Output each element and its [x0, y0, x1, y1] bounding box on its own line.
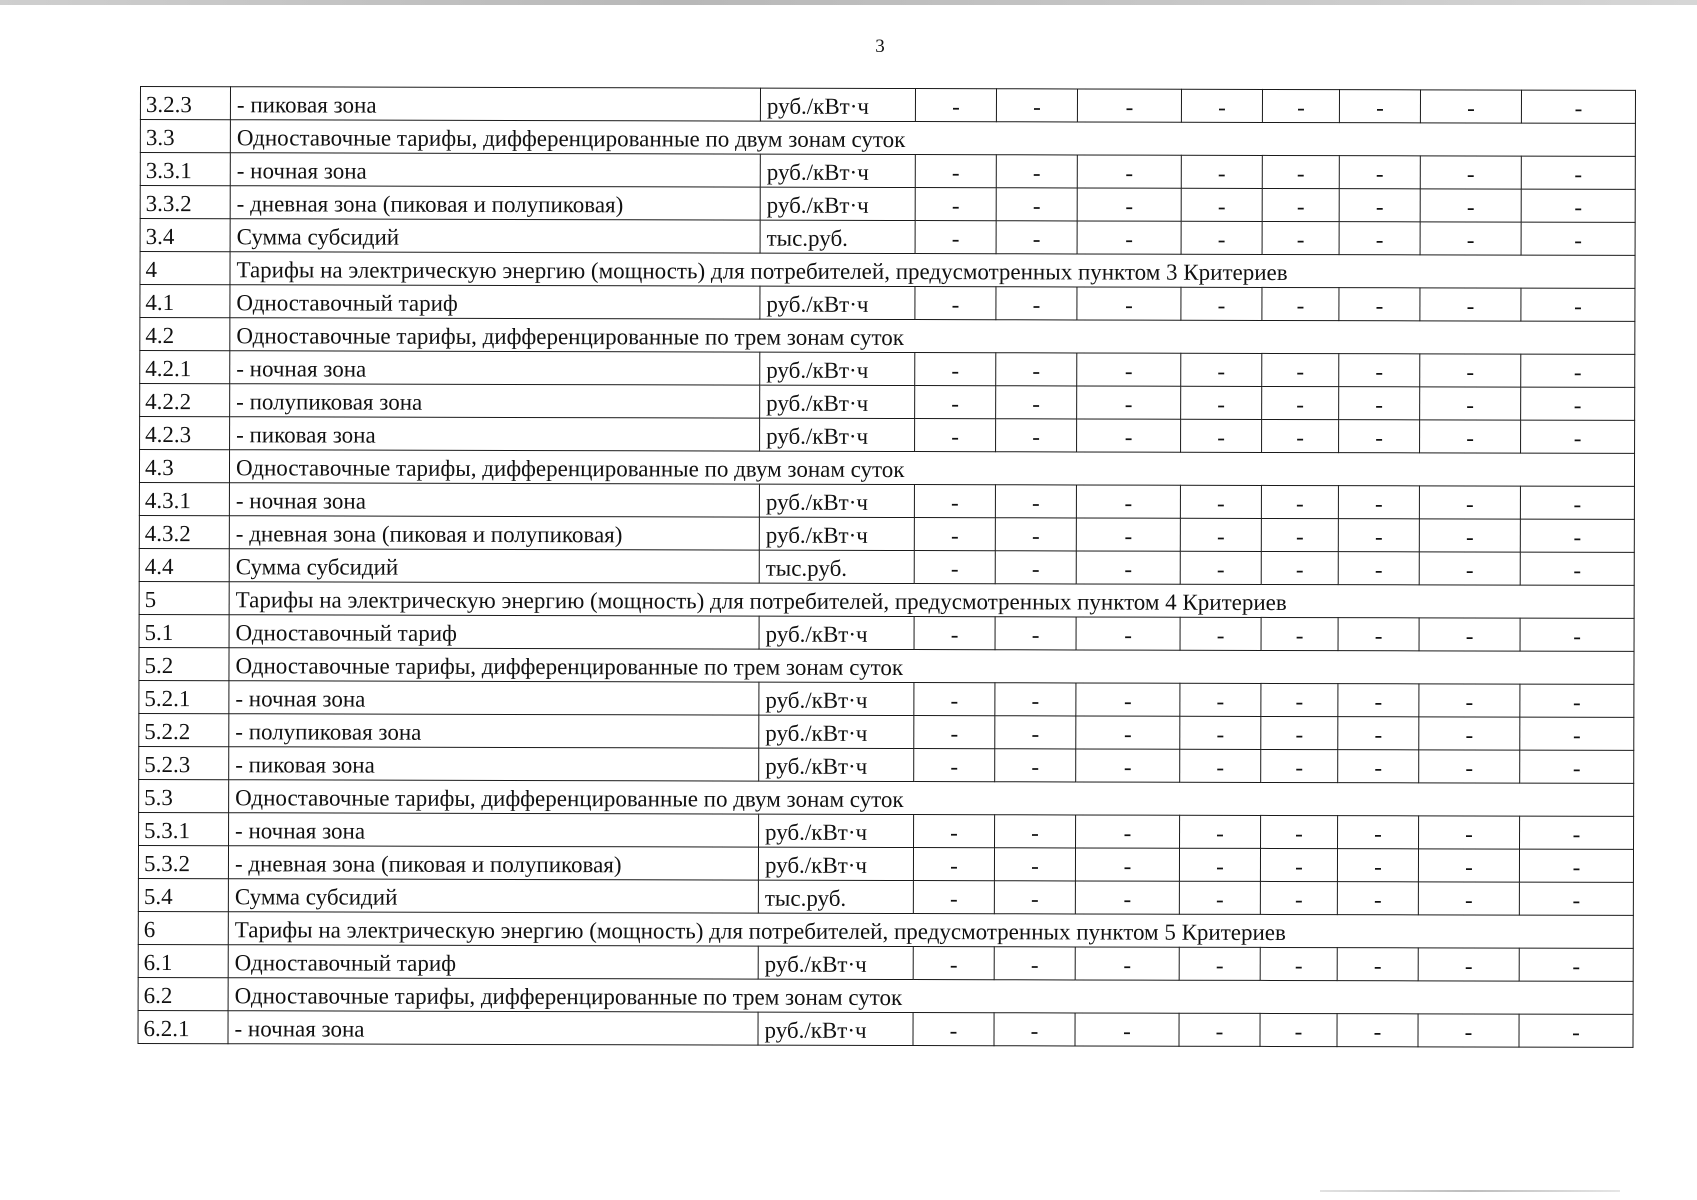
value-cell: - — [1339, 387, 1420, 420]
value-cell: - — [1180, 749, 1261, 782]
value-cell: - — [1260, 1013, 1337, 1046]
value-cell: - — [1180, 716, 1261, 749]
value-cell: - — [995, 815, 1076, 848]
row-unit: тыс.руб. — [759, 550, 914, 583]
row-number: 4.2 — [140, 318, 230, 351]
table-row — [138, 1010, 1633, 1047]
value-cell: - — [1261, 815, 1338, 848]
value-cell: - — [914, 518, 995, 551]
page-number: 3 — [875, 36, 885, 57]
value-cell: - — [1420, 189, 1521, 222]
row-number: 4 — [140, 252, 230, 285]
row-number: 5.2 — [139, 647, 229, 680]
value-cell: - — [1418, 882, 1519, 915]
value-cell: - — [914, 683, 995, 716]
value-cell: - — [1077, 419, 1181, 452]
table-section-row — [140, 252, 1635, 289]
value-cell: - — [914, 815, 995, 848]
row-number: 6.2 — [138, 977, 228, 1010]
value-cell: - — [1261, 551, 1338, 584]
value-cell: - — [995, 683, 1076, 716]
row-label: Одноставочный тариф — [228, 945, 758, 979]
row-number: 5.3.2 — [138, 845, 228, 878]
value-cell: - — [1521, 156, 1635, 189]
value-cell: - — [994, 881, 1075, 914]
value-cell: - — [1521, 420, 1635, 453]
value-cell: - — [1339, 288, 1420, 321]
value-cell: - — [914, 551, 995, 584]
value-cell: - — [1420, 354, 1521, 387]
value-cell: - — [996, 188, 1077, 221]
value-cell: - — [995, 749, 1076, 782]
value-cell: - — [1181, 155, 1262, 188]
value-cell: - — [1180, 518, 1261, 551]
section-heading: Одноставочные тарифы, дифференцированные по двум зонам суток — [229, 450, 1634, 487]
table-section-row — [139, 647, 1634, 684]
table-section-row — [139, 581, 1634, 618]
value-cell: - — [1261, 716, 1338, 749]
row-unit: руб./кВт·ч — [759, 484, 914, 517]
section-heading: Тарифы на электрическую энергию (мощность) для потребителей, предусмотренных пунктом 4 Критериев — [229, 582, 1634, 619]
row-label: - ночная зона — [229, 681, 759, 715]
value-cell: - — [1521, 387, 1635, 420]
row-unit: руб./кВт·ч — [760, 187, 915, 220]
value-cell: - — [1262, 89, 1339, 122]
table-row — [139, 713, 1634, 750]
row-unit: руб./кВт·ч — [758, 847, 913, 880]
value-cell: - — [913, 1013, 994, 1046]
value-cell: - — [1077, 155, 1181, 188]
value-cell: - — [1418, 849, 1519, 882]
row-number: 3.4 — [140, 219, 230, 252]
section-heading: Одноставочные тарифы, дифференцированные по трем зонам суток — [229, 648, 1634, 685]
value-cell: - — [1261, 683, 1338, 716]
table-row — [139, 812, 1634, 849]
value-cell: - — [1419, 618, 1520, 651]
value-cell: - — [1520, 552, 1634, 585]
value-cell: - — [1262, 221, 1339, 254]
value-cell: - — [1077, 188, 1181, 221]
value-cell: - — [1520, 684, 1634, 717]
value-cell: - — [1076, 683, 1180, 716]
value-cell: - — [1180, 815, 1261, 848]
value-cell: - — [1338, 618, 1419, 651]
section-heading: Одноставочные тарифы, дифференцированные по трем зонам суток — [228, 978, 1633, 1015]
row-unit: руб./кВт·ч — [760, 154, 915, 187]
table-row — [140, 186, 1635, 223]
value-cell: - — [1339, 90, 1420, 123]
value-cell: - — [1076, 749, 1180, 782]
tariff-table — [137, 86, 1636, 1048]
value-cell: - — [1338, 750, 1419, 783]
table-row — [138, 878, 1633, 915]
value-cell: - — [1520, 717, 1634, 750]
value-cell: - — [996, 221, 1077, 254]
value-cell: - — [1420, 156, 1521, 189]
row-label: - ночная зона — [229, 813, 759, 847]
value-cell: - — [1179, 848, 1260, 881]
value-cell: - — [1338, 486, 1419, 519]
value-cell: - — [1520, 816, 1634, 849]
value-cell: - — [915, 419, 996, 452]
value-cell: - — [1075, 848, 1179, 881]
value-cell: - — [1521, 90, 1635, 123]
value-cell: - — [1181, 419, 1262, 452]
value-cell: - — [1338, 519, 1419, 552]
value-cell: - — [914, 749, 995, 782]
value-cell: - — [996, 419, 1077, 452]
section-heading: Одноставочные тарифы, дифференцированные по двум зонам суток — [229, 780, 1634, 817]
value-cell: - — [1076, 485, 1180, 518]
tariff-table-body — [138, 87, 1636, 1048]
table-row — [140, 351, 1635, 388]
row-unit: руб./кВт·ч — [759, 715, 914, 748]
table-row — [139, 746, 1634, 783]
table-row — [139, 614, 1634, 651]
row-label: Одноставочный тариф — [230, 285, 760, 319]
value-cell: - — [994, 947, 1075, 980]
value-cell: - — [915, 287, 996, 320]
row-number: 6.2.1 — [138, 1010, 228, 1043]
value-cell: - — [1420, 222, 1521, 255]
row-number: 4.3 — [139, 450, 229, 483]
row-number: 3.3.1 — [140, 153, 230, 186]
row-unit: руб./кВт·ч — [759, 682, 914, 715]
row-number: 5.2.1 — [139, 680, 229, 713]
value-cell: - — [995, 551, 1076, 584]
row-unit: тыс.руб. — [760, 220, 915, 253]
value-cell: - — [1262, 155, 1339, 188]
value-cell: - — [995, 617, 1076, 650]
value-cell: - — [1419, 816, 1520, 849]
row-number: 5.2.2 — [139, 713, 229, 746]
value-cell: - — [995, 485, 1076, 518]
value-cell: - — [1520, 486, 1634, 519]
value-cell: - — [1419, 717, 1520, 750]
row-label: - полупиковая зона — [229, 714, 759, 748]
value-cell: - — [1418, 1014, 1519, 1047]
value-cell: - — [996, 89, 1077, 122]
value-cell: - — [1180, 617, 1261, 650]
value-cell: - — [1077, 89, 1181, 122]
row-number: 4.2.3 — [140, 417, 230, 450]
row-label: - пиковая зона — [230, 417, 760, 451]
row-unit: руб./кВт·ч — [759, 814, 914, 847]
section-heading: Тарифы на электрическую энергию (мощность) для потребителей, предусмотренных пунктом 5 Критериев — [228, 912, 1633, 949]
value-cell: - — [1262, 419, 1339, 452]
row-label: - дневная зона (пиковая и полупиковая) — [230, 186, 760, 220]
tariff-table-container — [137, 86, 1635, 1048]
value-cell: - — [1075, 1013, 1179, 1046]
value-cell: - — [1261, 518, 1338, 551]
value-cell: - — [915, 188, 996, 221]
value-cell: - — [913, 947, 994, 980]
value-cell: - — [995, 518, 1076, 551]
value-cell: - — [915, 353, 996, 386]
value-cell: - — [1180, 683, 1261, 716]
row-unit: руб./кВт·ч — [759, 616, 914, 649]
row-unit: руб./кВт·ч — [758, 1012, 913, 1045]
value-cell: - — [1261, 749, 1338, 782]
value-cell: - — [1419, 750, 1520, 783]
value-cell: - — [1076, 518, 1180, 551]
value-cell: - — [1179, 881, 1260, 914]
table-section-row — [140, 120, 1635, 157]
row-unit: руб./кВт·ч — [760, 418, 915, 451]
row-number: 3.3.2 — [140, 186, 230, 219]
value-cell: - — [1420, 387, 1521, 420]
row-number: 4.4 — [139, 548, 229, 581]
value-cell: - — [1179, 947, 1260, 980]
row-number: 4.2.1 — [140, 351, 230, 384]
value-cell: - — [1261, 485, 1338, 518]
table-row — [140, 153, 1635, 190]
value-cell: - — [1521, 189, 1635, 222]
value-cell: - — [1181, 353, 1262, 386]
value-cell: - — [1181, 386, 1262, 419]
value-cell: - — [1075, 881, 1179, 914]
value-cell: - — [1337, 882, 1418, 915]
row-number: 4.3.1 — [139, 482, 229, 515]
row-number: 6.1 — [138, 944, 228, 977]
table-row — [140, 87, 1635, 124]
value-cell: - — [1262, 386, 1339, 419]
value-cell: - — [1262, 353, 1339, 386]
value-cell: - — [1521, 288, 1635, 321]
value-cell: - — [1338, 552, 1419, 585]
value-cell: - — [913, 848, 994, 881]
value-cell: - — [1076, 815, 1180, 848]
table-row — [140, 285, 1635, 322]
row-number: 3.2.3 — [140, 87, 230, 120]
row-number: 5.4 — [138, 878, 228, 911]
table-row — [139, 548, 1634, 585]
value-cell: - — [1519, 849, 1633, 882]
row-label: - дневная зона (пиковая и полупиковая) — [229, 516, 759, 550]
value-cell: - — [996, 386, 1077, 419]
table-row — [139, 482, 1634, 519]
value-cell: - — [1075, 947, 1179, 980]
table-row — [140, 384, 1635, 421]
value-cell: - — [1076, 617, 1180, 650]
value-cell: - — [915, 221, 996, 254]
table-row — [139, 680, 1634, 717]
value-cell: - — [1519, 882, 1633, 915]
value-cell: - — [915, 386, 996, 419]
value-cell: - — [1181, 287, 1262, 320]
value-cell: - — [1260, 947, 1337, 980]
value-cell: - — [996, 287, 1077, 320]
value-cell: - — [1181, 188, 1262, 221]
value-cell: - — [1420, 420, 1521, 453]
value-cell: - — [1260, 881, 1337, 914]
value-cell: - — [1180, 551, 1261, 584]
value-cell: - — [1260, 848, 1337, 881]
value-cell: - — [1520, 750, 1634, 783]
row-unit: руб./кВт·ч — [760, 88, 915, 121]
row-label: - дневная зона (пиковая и полупиковая) — [228, 846, 758, 880]
row-unit: руб./кВт·ч — [760, 286, 915, 319]
row-number: 5.3.1 — [139, 812, 229, 845]
value-cell: - — [996, 155, 1077, 188]
table-row — [138, 944, 1633, 981]
value-cell: - — [1521, 354, 1635, 387]
value-cell: - — [915, 155, 996, 188]
row-number: 4.2.2 — [140, 384, 230, 417]
value-cell: - — [1262, 188, 1339, 221]
value-cell: - — [1076, 716, 1180, 749]
row-label: - пиковая зона — [230, 87, 760, 121]
value-cell: - — [1418, 948, 1519, 981]
row-number: 3.3 — [140, 120, 230, 153]
row-label: Сумма субсидий — [228, 879, 758, 913]
value-cell: - — [1181, 221, 1262, 254]
value-cell: - — [994, 848, 1075, 881]
value-cell: - — [1337, 1014, 1418, 1047]
row-label: Сумма субсидий — [230, 219, 760, 253]
row-number: 5.2.3 — [139, 746, 229, 779]
value-cell: - — [996, 353, 1077, 386]
row-unit: руб./кВт·ч — [759, 517, 914, 550]
value-cell: - — [1419, 684, 1520, 717]
row-unit: руб./кВт·ч — [760, 385, 915, 418]
value-cell: - — [913, 881, 994, 914]
section-heading: Одноставочные тарифы, дифференцированные по двум зонам суток — [230, 120, 1635, 157]
value-cell: - — [1337, 948, 1418, 981]
value-cell: - — [914, 716, 995, 749]
section-heading: Тарифы на электрическую энергию (мощность) для потребителей, предусмотренных пунктом 3 Критериев — [230, 252, 1635, 289]
value-cell: - — [1521, 222, 1635, 255]
table-row — [140, 219, 1635, 256]
value-cell: - — [1520, 618, 1634, 651]
value-cell: - — [1077, 386, 1181, 419]
value-cell: - — [1339, 420, 1420, 453]
value-cell: - — [995, 716, 1076, 749]
value-cell: - — [1419, 519, 1520, 552]
table-row — [138, 845, 1633, 882]
value-cell: - — [1338, 816, 1419, 849]
value-cell: - — [1419, 486, 1520, 519]
value-cell: - — [915, 89, 996, 122]
row-label: - ночная зона — [230, 351, 760, 385]
table-section-row — [138, 911, 1633, 948]
value-cell: - — [1519, 1014, 1633, 1047]
row-label: Сумма субсидий — [229, 549, 759, 583]
value-cell: - — [1339, 222, 1420, 255]
value-cell: - — [1337, 849, 1418, 882]
value-cell: - — [1077, 221, 1181, 254]
value-cell: - — [1519, 948, 1633, 981]
value-cell: - — [1180, 485, 1261, 518]
scan-top-edge — [0, 0, 1697, 5]
value-cell: - — [1261, 617, 1338, 650]
row-unit: тыс.руб. — [758, 880, 913, 913]
row-label: Одноставочный тариф — [229, 615, 759, 649]
value-cell: - — [914, 485, 995, 518]
row-number: 4.1 — [140, 285, 230, 318]
value-cell: - — [994, 1013, 1075, 1046]
section-heading: Одноставочные тарифы, дифференцированные по трем зонам суток — [230, 318, 1635, 355]
table-section-row — [138, 977, 1633, 1014]
row-label: - ночная зона — [228, 1011, 758, 1045]
value-cell: - — [1420, 90, 1521, 123]
table-row — [140, 417, 1635, 454]
value-cell: - — [1338, 717, 1419, 750]
row-number: 5 — [139, 581, 229, 614]
row-unit: руб./кВт·ч — [759, 748, 914, 781]
row-number: 5.3 — [139, 779, 229, 812]
row-number: 5.1 — [139, 614, 229, 647]
row-label: - полупиковая зона — [230, 384, 760, 418]
scan-bottom-mark — [1320, 1190, 1620, 1192]
value-cell: - — [1420, 288, 1521, 321]
table-section-row — [139, 779, 1634, 816]
value-cell: - — [1419, 552, 1520, 585]
value-cell: - — [914, 617, 995, 650]
value-cell: - — [1339, 189, 1420, 222]
row-label: - ночная зона — [230, 153, 760, 187]
row-label: - ночная зона — [229, 483, 759, 517]
row-unit: руб./кВт·ч — [760, 352, 915, 385]
value-cell: - — [1339, 354, 1420, 387]
table-section-row — [139, 450, 1634, 487]
value-cell: - — [1338, 684, 1419, 717]
value-cell: - — [1076, 551, 1180, 584]
value-cell: - — [1181, 89, 1262, 122]
value-cell: - — [1520, 519, 1634, 552]
value-cell: - — [1077, 287, 1181, 320]
value-cell: - — [1179, 1013, 1260, 1046]
value-cell: - — [1077, 353, 1181, 386]
value-cell: - — [1339, 156, 1420, 189]
row-unit: руб./кВт·ч — [758, 946, 913, 979]
row-label: - пиковая зона — [229, 747, 759, 781]
value-cell: - — [1262, 287, 1339, 320]
table-row — [139, 515, 1634, 552]
row-number: 6 — [138, 911, 228, 944]
table-section-row — [140, 318, 1635, 355]
row-number: 4.3.2 — [139, 515, 229, 548]
